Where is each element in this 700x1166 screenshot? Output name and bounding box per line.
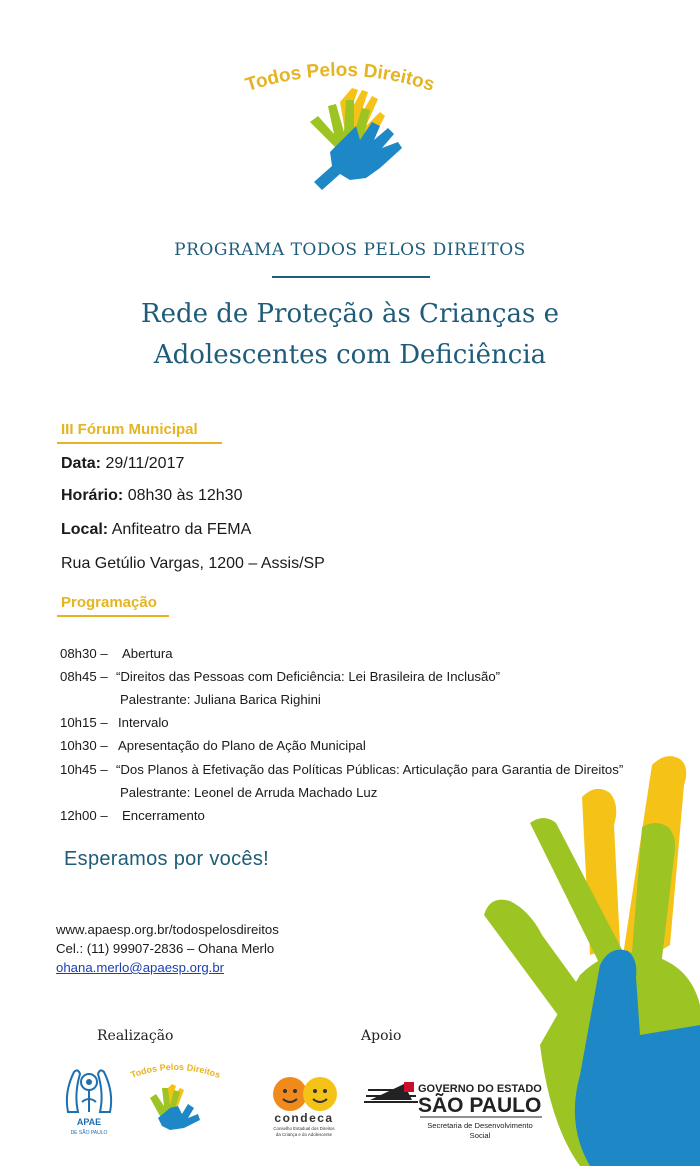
apae-text: APAE (76, 1117, 102, 1127)
schedule-item (60, 715, 169, 730)
schedule-text: “Dos Planos à Efetivação das Políticas Públicas: Articulação para Garantia de Direitos” (116, 762, 624, 777)
schedule-time: 12h00 – (60, 808, 108, 823)
email-link[interactable]: ohana.merlo@apaesp.org.br (56, 960, 225, 975)
place-line (61, 521, 251, 539)
schedule-time: 10h45 – (60, 762, 108, 777)
apoio-label: Apoio (361, 1028, 402, 1044)
programacao-section-rule (57, 615, 169, 617)
condeca-sub-1: Conselho Estadual dos Direitos (273, 1126, 335, 1131)
time-line (61, 487, 242, 505)
schedule-text: Apresentação do Plano de Ação Municipal (118, 738, 366, 753)
program-divider (272, 276, 430, 278)
apae-logo-icon (60, 1062, 118, 1138)
schedule-item (60, 808, 205, 823)
condeca-logo-icon (262, 1072, 354, 1142)
realizacao-label: Realização (97, 1028, 174, 1044)
forum-section-rule (57, 442, 222, 444)
time-value: 08h30 às 12h30 (127, 487, 243, 504)
condeca-sub-2: da Criança e do Adolescente (275, 1132, 333, 1137)
svg-text:Todos Pelos Direitos (129, 1062, 221, 1080)
schedule-item (60, 738, 366, 753)
schedule-time: 10h15 – (60, 715, 108, 730)
apae-sub-text: DE SÃO PAULO (70, 1130, 108, 1136)
schedule-item (60, 646, 173, 661)
gov-sub-2: Social (469, 1131, 491, 1140)
headline-line-2: Adolescentes com Deficiência (153, 340, 547, 370)
closing-message: Esperamos por vocês! (64, 848, 269, 870)
hands-logo-icon (300, 82, 410, 200)
programacao-section-title: Programação (61, 594, 157, 611)
schedule-text: Abertura (122, 646, 173, 661)
condeca-name: condeca (274, 1111, 334, 1125)
phone-text: Cel.: (11) 99907-2836 – Ohana Merlo (56, 941, 275, 956)
place-label: Local: (61, 521, 109, 538)
schedule-item (60, 669, 500, 684)
schedule-time: 08h45 – (60, 669, 108, 684)
gov-line-1: GOVERNO DO ESTADO (418, 1083, 542, 1095)
forum-section-title: III Fórum Municipal (61, 421, 198, 438)
logo-title-text: Todos Pelos Direitos (243, 62, 438, 97)
schedule-text: Encerramento (122, 808, 205, 823)
address-line: Rua Getúlio Vargas, 1200 – Assis/SP (61, 555, 325, 572)
date-label: Data: (61, 455, 102, 472)
schedule-time: 08h30 – (60, 646, 108, 661)
date-value: 29/11/2017 (105, 455, 185, 472)
gov-line-2: SÃO PAULO (418, 1094, 542, 1117)
schedule-text: “Direitos das Pessoas com Deficiência: Lei Brasileira de Inclusão” (116, 669, 501, 684)
headline (0, 294, 700, 376)
schedule-text: Intervalo (118, 715, 169, 730)
program-label: PROGRAMA TODOS PELOS DIREITOS (174, 240, 526, 260)
date-line (61, 455, 184, 473)
website-text: www.apaesp.org.br/todospelosdireitos (56, 922, 279, 937)
place-value: Anfiteatro da FEMA (111, 521, 252, 538)
time-label: Horário: (61, 487, 124, 504)
schedule-speaker: Palestrante: Juliana Barica Righini (120, 692, 321, 707)
schedule-speaker: Palestrante: Leonel de Arruda Machado Luz (120, 785, 378, 800)
headline-line-1: Rede de Proteção às Crianças e (141, 299, 559, 329)
small-todos-logo-icon (128, 1062, 232, 1132)
gov-sub-1: Secretaria de Desenvolvimento (427, 1121, 533, 1130)
schedule-time: 10h30 – (60, 738, 108, 753)
small-logo-title: Todos Pelos Direitos (129, 1062, 222, 1081)
governo-sao-paulo-logo-icon (364, 1076, 550, 1142)
